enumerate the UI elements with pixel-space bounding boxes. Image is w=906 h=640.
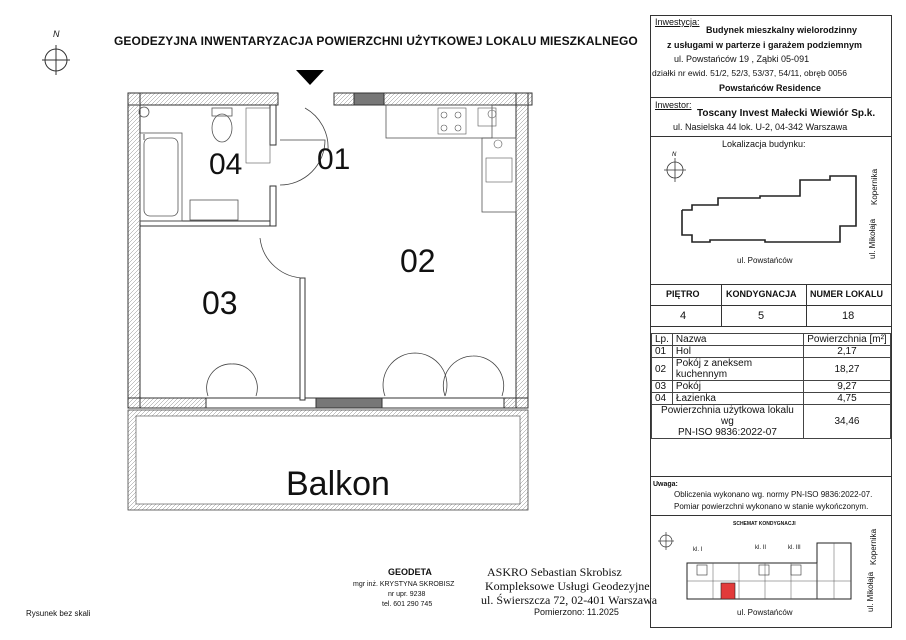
area-table	[651, 333, 891, 439]
unit-number-value: 18	[842, 310, 855, 322]
location-label: Lokalizacja budynku:	[722, 139, 806, 149]
investment-line2: z usługami w parterze i garażem podziemnym	[667, 40, 863, 50]
notes-label: Uwaga:	[653, 481, 678, 488]
unit-number-header: NUMER LOKALU	[810, 289, 883, 299]
investment-line3: ul. Powstańców 19 , Ząbki 05-091	[674, 54, 810, 64]
notes-line1: Obliczenia wykonano wg. normy PN-ISO 9836:2022-07.	[674, 490, 873, 499]
col-area: Powierzchnia [m²]	[803, 334, 890, 346]
total-row	[652, 405, 891, 439]
measured-date: Pomierzono: 11.2025	[534, 607, 619, 617]
col-name: Nazwa	[672, 334, 803, 346]
col-lp: Lp.	[652, 334, 673, 346]
table-row: 04 Łazienka 4,75	[652, 393, 891, 405]
schema-title: SCHEMAT KONDYGNACJI	[733, 521, 796, 527]
location-street-mikolaja: ul. Mikołaja	[868, 218, 877, 259]
storey-schema-plan	[683, 535, 863, 607]
investor-line1: Toscany Invest Małecki Wiewiór Sp.k.	[697, 108, 876, 119]
total-label-1: Powierzchnia użytkowa lokalu wg	[661, 405, 794, 427]
floor-header: PIĘTRO	[666, 289, 700, 299]
entrance-arrow-icon	[296, 70, 324, 86]
geodeta-licence: nr upr. 9238	[388, 591, 426, 598]
svg-text:N: N	[672, 152, 677, 158]
schema-street-powstancow: ul. Powstańców	[737, 608, 793, 617]
storey-value: 5	[758, 310, 765, 322]
room-label-04: 04	[209, 148, 243, 181]
investment-line4: działki nr ewid. 51/2, 52/3, 53/37, 54/11, obręb 0056	[652, 68, 848, 78]
building-outline	[670, 170, 865, 250]
location-street-powstancow: ul. Powstańców	[737, 256, 793, 265]
investor-label: Inwestor:	[655, 100, 692, 110]
investor-line2: ul. Nasielska 44 lok. U-2, 04-342 Warszawa	[673, 122, 848, 132]
table-row: 03 Pokój 9,27	[652, 381, 891, 393]
total-label-2: PN-ISO 9836:2022-07	[677, 427, 777, 438]
scale-note: Rysunek bez skali	[26, 609, 91, 618]
total-value: 34,46	[803, 405, 890, 439]
storey-header: KONDYGNACJA	[726, 289, 797, 299]
geodeta-phone: tel. 601 290 745	[382, 601, 433, 608]
room-label-01: 01	[317, 143, 351, 176]
room-label-balkon: Balkon	[286, 465, 390, 503]
geodeta-name: mgr inż. KRYSTYNA SKROBISZ	[353, 581, 455, 588]
schema-street-kopernika: Kopernika	[869, 528, 878, 565]
room-label-03: 03	[202, 285, 238, 321]
floor-value: 4	[680, 310, 687, 322]
investment-label: Inwestycja:	[655, 17, 700, 27]
north-label: N	[53, 29, 60, 39]
investment-line1: Budynek mieszkalny wielorodzinny	[706, 25, 858, 35]
company-address: ul. Świerszcza 72, 02-401 Warszawa	[481, 593, 658, 607]
page-title: GEODEZYJNA INWENTARYZACJA POWIERZCHNI UŻYTKOWEJ LOKALU MIESZKALNEGO	[114, 34, 638, 48]
table-row: 01 Hol 2,17	[652, 346, 891, 358]
schema-north-icon	[654, 525, 678, 551]
investment-line5: Powstańców Residence	[719, 83, 822, 93]
schema-kl3: kl. III	[788, 545, 801, 551]
schema-kl1: kl. I	[693, 547, 703, 553]
company-services: Kompleksowe Usługi Geodezyjne	[485, 579, 650, 593]
company-name: ASKRO Sebastian Skrobisz	[487, 565, 622, 579]
schema-street-mikolaja: ul. Mikołaja	[866, 571, 875, 612]
room-label-02: 02	[400, 243, 436, 279]
table-row: 02 Pokój z aneksem kuchennym 18,27	[652, 358, 891, 381]
location-street-kopernika: Kopernika	[870, 168, 879, 205]
schema-kl2: kl. II	[755, 545, 767, 551]
notes-line2: Pomiar powierzchni wykonano w stanie wykończonym.	[674, 502, 869, 511]
geodeta-title: GEODETA	[388, 567, 432, 577]
